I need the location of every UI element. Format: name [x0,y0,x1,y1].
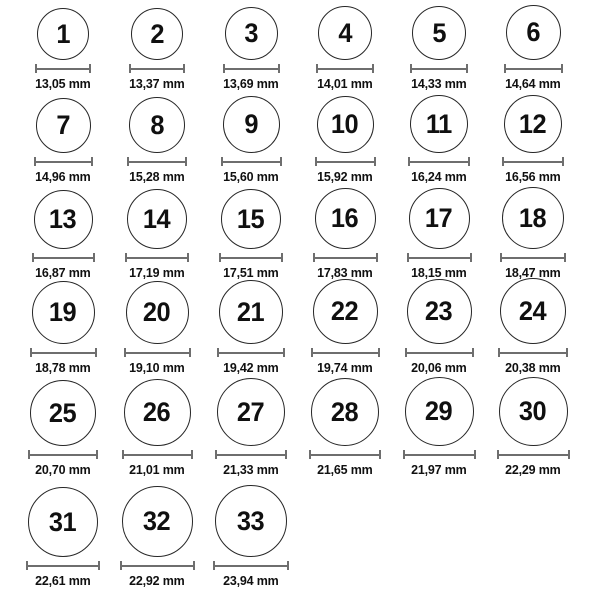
ring-circle [124,379,191,446]
measure-bar [37,68,89,70]
size-row [16,0,600,95]
diameter-label: 15,60 mm [223,169,279,184]
measure-bar [506,68,561,70]
ring-size-number: 24 [519,295,547,326]
diameter-measure-line [129,64,185,73]
diameter-label: 13,05 mm [35,76,91,91]
ring-size-number: 20 [143,297,171,327]
diameter-measure-line [120,561,195,570]
measure-bar [127,257,187,259]
measure-bar [313,352,378,354]
ring-size-number: 5 [432,17,446,48]
ring-circle [129,97,185,153]
diameter-label: 19,42 mm [223,360,279,375]
diameter-label: 19,74 mm [317,360,373,375]
measure-bar [32,352,95,354]
measure-bar [502,257,564,259]
diameter-label: 18,15 mm [411,265,467,280]
ring-circle [317,96,374,153]
diameter-measure-line [223,64,280,73]
ring-circle [215,485,287,557]
diameter-label: 13,69 mm [223,76,279,91]
ring-size-number: 27 [237,396,265,427]
diameter-label: 21,65 mm [317,462,373,477]
ring-size-cell [486,5,580,95]
ring-circle [318,6,372,60]
ring-size-cell [392,279,486,379]
ring-circle [407,279,472,344]
ring-circle [499,377,568,446]
ring-size-cell [16,281,110,379]
measure-bar [124,454,191,456]
ring-size-number: 9 [244,109,258,139]
measure-bar [315,257,376,259]
measure-bar [500,352,566,354]
diameter-label: 23,94 mm [223,573,279,588]
ring-circle [127,189,187,249]
diameter-label: 20,70 mm [35,462,91,477]
ring-size-cell [486,377,580,481]
measure-bar [499,454,568,456]
ring-size-cell [392,95,486,188]
measure-bar [317,161,374,163]
ring-size-number: 33 [237,505,265,536]
ring-size-number: 32 [143,506,171,536]
ring-circle [131,8,183,60]
ring-circle [409,188,470,249]
ring-circle [30,380,96,446]
ring-circle [126,281,189,344]
ring-circle [36,98,91,153]
ring-circle [37,8,89,60]
ring-size-cell [204,189,298,284]
measure-bar [410,161,468,163]
measure-bar [407,352,472,354]
ring-size-number: 16 [331,203,359,233]
diameter-measure-line [219,253,283,262]
ring-size-cell [392,188,486,284]
ring-circle [500,278,566,344]
ring-size-cell [110,8,204,95]
ring-size-cell [204,96,298,188]
measure-bar [412,68,466,70]
measure-bar [126,352,189,354]
ring-circle [502,187,564,249]
ring-circle [217,378,285,446]
ring-size-cell [110,281,204,379]
diameter-label: 17,51 mm [223,265,279,280]
ring-circle [225,7,278,60]
ring-circle [506,5,561,60]
ring-circle [122,486,193,557]
diameter-label: 15,28 mm [129,169,185,184]
ring-size-number: 14 [143,203,171,234]
diameter-measure-line [408,157,470,166]
ring-size-number: 15 [237,203,265,234]
diameter-label: 14,33 mm [411,76,467,91]
diameter-measure-line [125,253,189,262]
ring-size-number: 11 [426,108,452,139]
ring-size-number: 13 [49,204,77,234]
ring-size-number: 30 [519,396,547,426]
diameter-measure-line [403,450,476,459]
ring-size-number: 12 [519,108,547,139]
ring-circle [315,188,376,249]
measure-bar [122,565,193,567]
diameter-measure-line [28,450,98,459]
size-row [16,95,600,187]
ring-size-number: 2 [150,18,164,49]
diameter-measure-line [35,64,91,73]
ring-size-cell [110,189,204,284]
ring-size-cell [16,487,110,600]
diameter-measure-line [309,450,381,459]
diameter-label: 18,47 mm [505,265,561,280]
diameter-label: 21,97 mm [411,462,467,477]
diameter-measure-line [405,348,474,357]
diameter-label: 21,33 mm [223,462,279,477]
diameter-measure-line [217,348,285,357]
diameter-label: 14,01 mm [317,76,373,91]
ring-size-cell [16,98,110,188]
measure-bar [30,454,96,456]
ring-circle [410,95,468,153]
diameter-measure-line [34,157,93,166]
diameter-label: 22,61 mm [35,573,91,588]
diameter-label: 16,87 mm [35,265,91,280]
diameter-label: 16,24 mm [411,169,467,184]
ring-size-number: 19 [49,297,77,327]
diameter-label: 14,96 mm [35,169,91,184]
diameter-label: 18,78 mm [35,360,91,375]
diameter-label: 13,37 mm [129,76,185,91]
diameter-measure-line [497,450,570,459]
measure-bar [221,257,281,259]
diameter-measure-line [498,348,568,357]
ring-size-number: 1 [56,18,70,49]
measure-bar [34,257,93,259]
diameter-measure-line [502,157,564,166]
ring-size-number: 31 [49,506,77,537]
size-row [16,480,600,600]
ring-size-cell [110,486,204,600]
diameter-label: 20,38 mm [505,360,561,375]
ring-size-number: 28 [331,396,359,427]
ring-size-cell [110,97,204,188]
ring-size-cell [204,7,298,95]
ring-circle [219,280,283,344]
ring-size-number: 3 [244,18,258,48]
ring-size-cell [486,95,580,188]
diameter-label: 16,56 mm [505,169,561,184]
measure-bar [405,454,474,456]
ring-size-number: 4 [338,17,352,48]
diameter-measure-line [32,253,95,262]
ring-circle [223,96,280,153]
diameter-measure-line [124,348,191,357]
ring-size-number: 10 [331,109,359,139]
diameter-measure-line [504,64,563,73]
diameter-label: 21,01 mm [129,462,185,477]
diameter-measure-line [407,253,472,262]
ring-size-cell [298,96,392,188]
size-row [16,377,600,480]
diameter-measure-line [221,157,282,166]
diameter-measure-line [315,157,376,166]
ring-circle [28,487,98,557]
measure-bar [131,68,183,70]
diameter-measure-line [30,348,97,357]
ring-circle [313,279,378,344]
ring-size-number: 23 [425,296,453,326]
diameter-measure-line [410,64,468,73]
ring-size-cell [16,8,110,95]
ring-circle [34,190,93,249]
measure-bar [409,257,470,259]
ring-size-cell [204,378,298,481]
measure-bar [28,565,98,567]
diameter-measure-line [213,561,289,570]
diameter-measure-line [215,450,287,459]
ring-circle [32,281,95,344]
size-row [16,187,600,278]
ring-size-number: 21 [237,296,265,327]
diameter-measure-line [26,561,100,570]
ring-circle [405,377,474,446]
ring-size-cell [298,279,392,379]
ring-size-cell [204,280,298,379]
diameter-label: 22,92 mm [129,573,185,588]
ring-size-cell [392,377,486,481]
diameter-measure-line [311,348,380,357]
size-row [16,278,600,377]
diameter-measure-line [313,253,378,262]
ring-size-cell [298,188,392,284]
diameter-label: 22,29 mm [505,462,561,477]
ring-size-number: 22 [331,296,359,326]
measure-bar [318,68,372,70]
diameter-measure-line [122,450,193,459]
diameter-label: 14,64 mm [505,76,561,91]
measure-bar [129,161,185,163]
diameter-measure-line [316,64,374,73]
measure-bar [217,454,285,456]
measure-bar [36,161,91,163]
measure-bar [223,161,280,163]
diameter-measure-line [500,253,566,262]
ring-size-number: 25 [49,397,77,428]
diameter-label: 15,92 mm [317,169,373,184]
ring-circle [412,6,466,60]
ring-size-cell [392,6,486,95]
ring-size-number: 29 [425,396,453,426]
diameter-label: 17,19 mm [129,265,185,280]
ring-size-number: 8 [150,109,164,140]
ring-size-number: 7 [56,110,70,140]
ring-size-cell [204,485,298,600]
diameter-label: 19,10 mm [129,360,185,375]
diameter-label: 17,83 mm [317,265,373,280]
ring-size-cell [298,378,392,481]
ring-size-cell [486,278,580,379]
measure-bar [311,454,379,456]
ring-size-cell [486,187,580,284]
ring-size-number: 26 [143,397,171,427]
ring-circle [221,189,281,249]
diameter-label: 20,06 mm [411,360,467,375]
ring-circle [311,378,379,446]
measure-bar [215,565,287,567]
measure-bar [225,68,278,70]
measure-bar [219,352,283,354]
ring-size-cell [110,379,204,481]
ring-size-number: 17 [425,203,453,233]
ring-size-number: 18 [519,202,547,233]
ring-circle [504,95,562,153]
ring-size-cell [298,6,392,95]
ring-size-cell [16,380,110,481]
ring-size-cell [16,190,110,284]
diameter-measure-line [127,157,187,166]
ring-size-number: 6 [526,17,540,47]
measure-bar [504,161,562,163]
